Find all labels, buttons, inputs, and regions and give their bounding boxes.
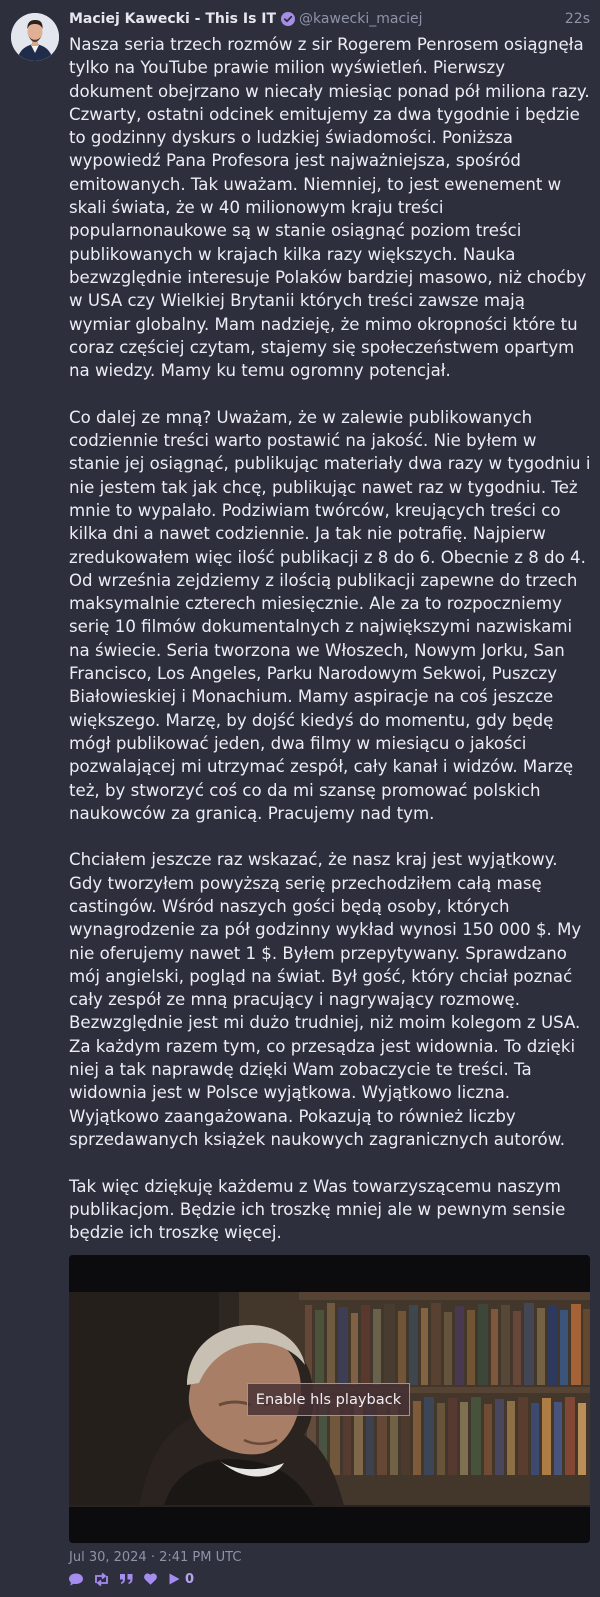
play-count: 0 <box>185 1571 195 1587</box>
reply-button[interactable] <box>68 1572 84 1587</box>
post-paragraph-3: Chciałem jeszcze raz wskazać, że nasz kraj jest wyjątkowy. Gdy tworzyłem powyższą serię przechodziłem całą masę castingów. Wśród naszych gości będą osoby, których wynagrodzenie za pół godzinny wykład wynosi 150 000 $. My nie oferujemy nawet 1 $. Byłem przepytywany. Sprawdzano mój angielski, pogląd na świat. Był gość, który chciał poznać cały zespół ze mną pracujący i nagrywający rozmowę. Bezwzględnie jest mi dużo trudniej, niż moim kolegom z USA. Za każdym razem tym, co przesądza jest widownia. To dzięki niej a tak naprawdę dzięki Wam zobaczycie te treści. Ta widownia jest w Polsce wyjątkowa. Wyjątkowo liczna. Wyjątkowo zaangażowana. Pokazują to również liczby sprzedawanych książek naukowych zagranicznych autorów. <box>69 850 582 1149</box>
post-content <box>69 33 591 1268</box>
quote-button[interactable] <box>119 1572 134 1586</box>
post-paragraph-4: Tak więc dziękuję każdemu z Was towarzyszącemu naszym publikacjom. Będzie ich troszkę mniej ale w pewnym sensie będzie ich troszkę więcej. <box>69 1176 566 1243</box>
play-icon <box>167 1572 181 1586</box>
post-timestamp[interactable]: Jul 30, 2024 · 2:41 PM UTC <box>69 1550 242 1565</box>
verified-badge-icon <box>281 12 295 26</box>
video-player[interactable] <box>69 1255 590 1543</box>
quote-icon <box>119 1572 134 1586</box>
post-paragraph-2: Co dalej ze mną? Uważam, że w zalewie publikowanych codziennie treści warto postawić na jakość. Nie byłem w stanie jej osiągnąć, publikując materiały dwa razy w tygodniu i nie jestem tak jak chcę, publikując nawet raz w tygodniu. Też mnie to wypalało. Podziwiam twórców, kreujących treści co kilka dni a nawet codziennie. Ja tak nie potrafię. Najpierw zredukowałem więc ilość publikacji z 8 do 6. Obecnie z 8 do 4. Od września zejdziemy z ilością publikacji zapewne do trzech maksymalnie czterech miesięcznie. Ale za to rozpoczniemy serię 10 filmów dokumentalnych z największymi nazwiskami na świecie. Seria tworzona we Włoszech, Nowym Jorku, San Francisco, Los Angeles, Parku Narodowym Sekwoi, Puszczy Białowieskiej i Monachium. Mamy aspiracje na coś jeszcze większego. Marzę, by dojść kiedyś do momentu, gdy będę mógł publikować jeden, dwa filmy w miesiącu o jakości pozwalającej mi utrzymać zespół, cały kanał i widzów. Marzę też, by stworzyć coś co da mi szansę promować polskich naukowców za granicą. Pracujemy nad tym. <box>69 407 591 823</box>
heart-icon <box>143 1572 158 1586</box>
reply-icon <box>68 1572 84 1587</box>
like-button[interactable] <box>143 1572 158 1586</box>
repost-button[interactable] <box>93 1572 110 1587</box>
author-display-name[interactable]: Maciej Kawecki - This Is IT <box>69 11 277 27</box>
author-handle[interactable]: @kawecki_maciej <box>299 11 423 27</box>
play-count-button[interactable] <box>167 1572 194 1587</box>
relative-time[interactable]: 22s <box>564 11 590 27</box>
repost-icon <box>93 1572 110 1587</box>
avatar-image <box>11 13 59 61</box>
enable-hls-playback-button[interactable]: Enable hls playback <box>247 1383 410 1416</box>
post-paragraph-1: Nasza seria trzech rozmów z sir Rogerem Penrosem osiągnęła tylko na YouTube prawie milion wyświetleń. Pierwszy dokument obejrzano w niecały miesiąc ponad pół miliona razy. Czwarty, ostatni odcinek emitujemy za dwa tygodnie i będzie to godzinny dyskurs o ludzkiej świadomości. Poniższa wypowiedź Pana Profesora jest najważniejsza, spośród emitowanych. Tak uważam. Niemniej, to jest ewenement w skali świata, że w 40 milionowym kraju treści popularnonaukowe są w stanie osiągnąć poziom treści publikowanych w krajach kilka razy większych. Nauka bezwzględnie interesuje Polaków bardziej masowo, niż choćby w USA czy Wielkiej Brytanii których treści zawsze mają wymiar globalny. Mam nadzieję, że mimo okropności które tu coraz częściej czytam, stajemy się społeczeństwem opartym na wiedzy. Mamy ku temu ogromny potencjał. <box>69 35 590 381</box>
post-actions <box>68 1570 194 1588</box>
post-header <box>69 8 590 30</box>
avatar[interactable] <box>11 13 59 61</box>
